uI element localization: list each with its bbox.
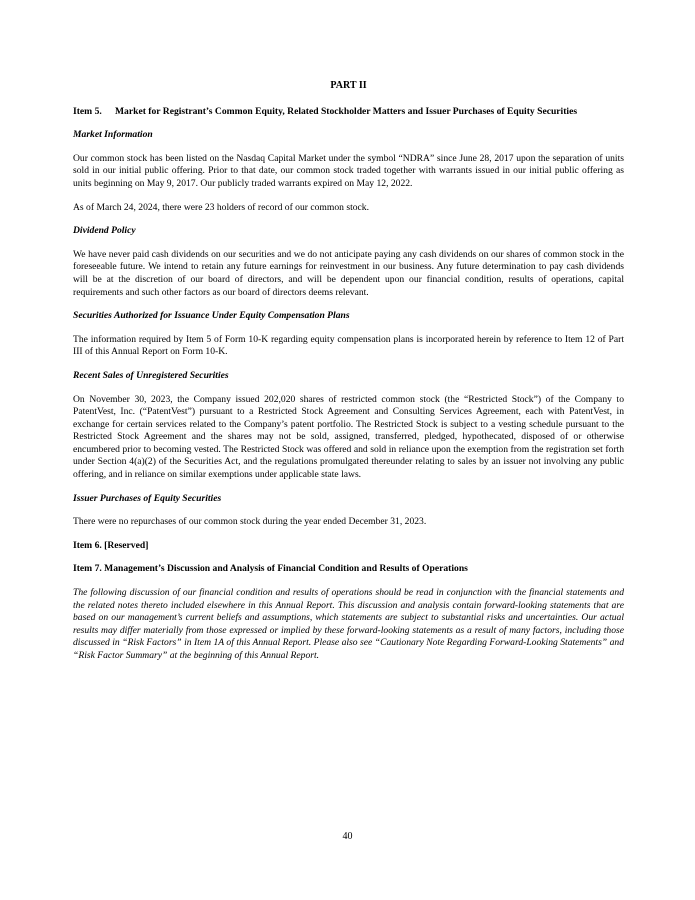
item7-heading: Item 7. Management’s Discussion and Analysis of Financial Condition and Results of Operations (73, 563, 468, 575)
issuer-purchases-heading: Issuer Purchases of Equity Securities (73, 492, 222, 504)
document-page (73, 80, 624, 674)
equity-compensation-heading: Securities Authorized for Issuance Under Equity Compensation Plans (73, 310, 350, 322)
market-information-heading: Market Information (73, 129, 153, 141)
item7-intro-paragraph: The following discussion of our financial condition and results of operations should be read in conjunction with the financial statements and the related notes thereto included elsewhere in this Annual Report. This discussion and analysis contain forward-looking statements that are based on our management’s current beliefs and assumptions, which statements are subject to substantial risks and uncertainties. Our actual results may differ materially from those expressed or implied by these forward-looking statements as a result of many factors, including those discussed in “Risk Factors” in Item 1A of this Annual Report. Please also see “Cautionary Note Regarding Forward-Looking Statements” and “Risk Factor Summary” at the beginning of this Annual Report. (73, 587, 624, 661)
recent-sales-heading: Recent Sales of Unregistered Securities (73, 369, 229, 381)
dividend-policy-paragraph: We have never paid cash dividends on our securities and we do not anticipate paying any cash dividends on our shares of common stock in the foreseeable future. We intend to retain any future earnings for reinvestment in our business. Any future determination to pay cash dividends will be at the discretion of our board of directors, and will be dependent upon our financial condition, results of operations, capital requirements and such other factors as our board of directors deems relevant. (73, 248, 624, 298)
recent-sales-paragraph: On November 30, 2023, the Company issued 202,020 shares of restricted common stock (the “Restricted Stock”) of the Company to PatentVest, Inc. (“PatentVest”) pursuant to a Restricted Stock Agreement and Consulting Services Agreement, each with PatentVest, in exchange for certain services related to the Company’s patent portfolio. The Restricted Stock is subject to a vesting schedule pursuant to the Restricted Stock Agreement and the shares may not be sold, assigned, transferred, pledged, hypothecated, disposed of or otherwise encumbered prior to becoming vested. The Restricted Stock was offered and sold in reliance upon the exemption from the registration set forth under Section 4(a)(2) of the Securities Act, and the regulations promulgated thereunder relating to sales by an issuer not involving any public offering, and in reliance on similar exemptions under applicable state laws. (73, 393, 624, 481)
item5-heading (73, 106, 624, 119)
holders-of-record-paragraph: As of March 24, 2024, there were 23 holders of record of our common stock. (73, 201, 369, 213)
page-number: 40 (342, 831, 353, 842)
issuer-purchases-paragraph: There were no repurchases of our common stock during the year ended December 31, 2023. (73, 516, 427, 528)
item6-heading: Item 6. [Reserved] (73, 539, 149, 551)
market-information-paragraph: Our common stock has been listed on the Nasdaq Capital Market under the symbol “NDRA” since June 28, 2017 upon the separation of units sold in our initial public offering. Prior to that date, our common stock traded together with warrants issued in our initial public offering as units beginning on May 9, 2017. Our publicly traded warrants expired on May 12, 2022. (73, 152, 624, 189)
equity-compensation-paragraph: The information required by Item 5 of Form 10-K regarding equity compensation plans is incorporated herein by reference to Item 12 of Part III of this Annual Report on Form 10-K. (73, 333, 624, 358)
part-title: PART II (330, 80, 367, 91)
item5-title: Market for Registrant’s Common Equity, Related Stockholder Matters and Issuer Purchases of Equity Securities (115, 105, 578, 117)
item5-number: Item 5. (73, 105, 102, 117)
dividend-policy-heading: Dividend Policy (73, 225, 136, 237)
